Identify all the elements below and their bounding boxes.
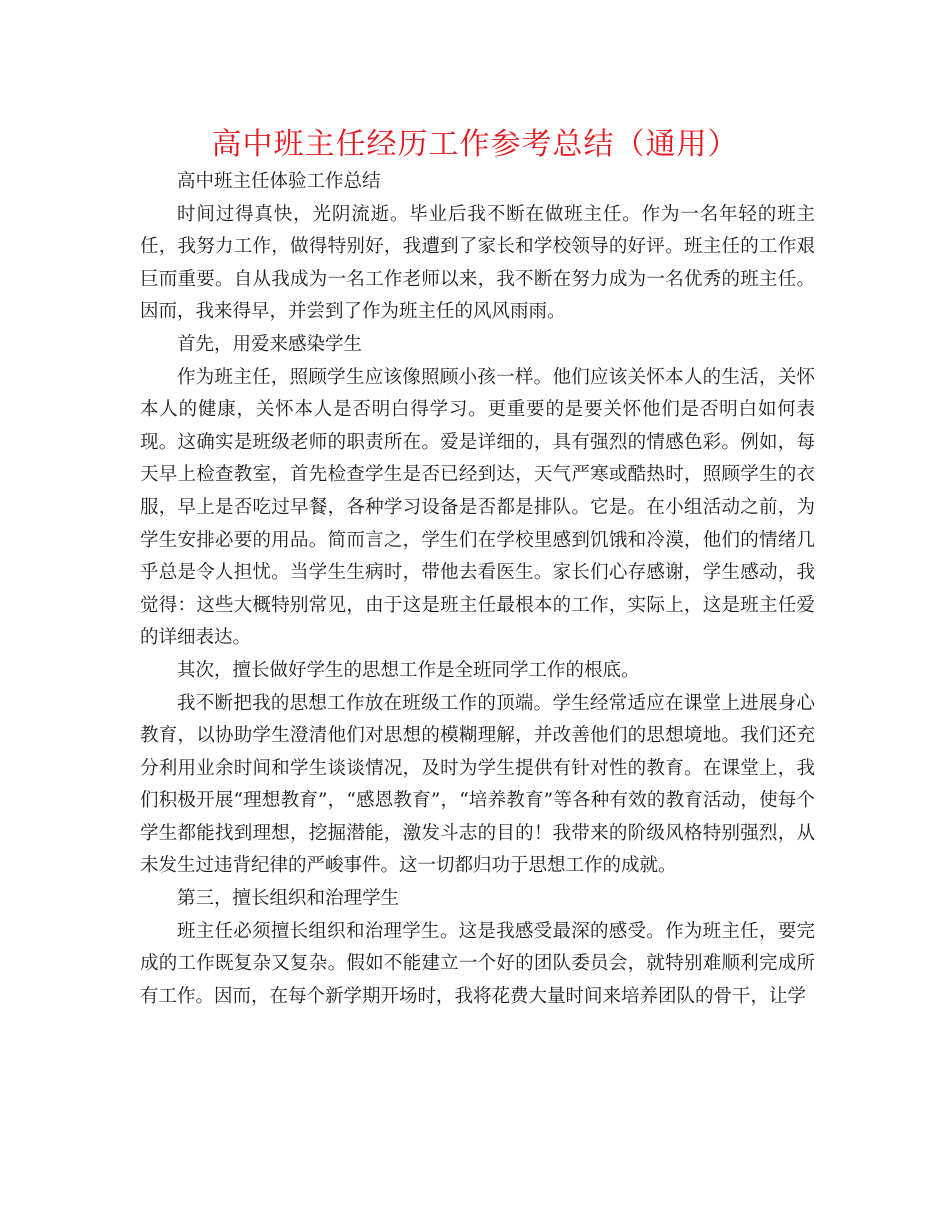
section-heading-first: 首先，用爱来感染学生	[177, 333, 363, 355]
document-title: 高中班主任经历工作参考总结（通用）	[211, 127, 739, 162]
document-body	[140, 166, 815, 1013]
section-heading-third: 第三，擅长组织和治理学生	[177, 888, 400, 910]
section-subtitle: 高中班主任体验工作总结	[177, 171, 381, 192]
paragraph-first: 作为班主任，照顾学生应该像照顾小孩一样。他们应该关怀本人的生活，关怀本人的健康，关怀本人是否明白得学习。更重要的是要关怀他们是否明白如何表现。这确实是班级老师的职责所在。爱是详细的，具有强烈的情感色彩。例如，每天早上检查教室，首先检查学生是否已经到达，天气严寒或酷热时，照顾学生的衣服，早上是否吃过早餐，各种学习设备是否都是排队。它是。在小组活动之前，为学生安排必要的用品。简而言之，学生们在学校里感到饥饿和冷漠，他们的情绪几乎总是令人担忧。当学生生病时，带他去看医生。家长们心存感谢，学生感动，我觉得：这些大概特别常见，由于这是班主任最根本的工作，实际上，这是班主任爱的详细表达。	[140, 366, 815, 649]
paragraph-intro: 时间过得真快，光阴流逝。毕业后我不断在做班主任。作为一名年轻的班主任，我努力工作，做得特别好，我遭到了家长和学校领导的好评。班主任的工作艰巨而重要。自从我成为一名工作老师以来，我不断在努力成为一名优秀的班主任。因而，我来得早，并尝到了作为班主任的风风雨雨。	[140, 203, 815, 323]
section-heading-second: 其次，擅长做好学生的思想工作是全班同学工作的根底。	[177, 659, 640, 681]
paragraph-second: 我不断把我的思想工作放在班级工作的顶端。学生经常适应在课堂上进展身心教育，以协助学生澄清他们对思想的模糊理解，并改善他们的思想境地。我们还充分利用业余时间和学生谈谈情况，及时为学生提供有针对性的教育。在课堂上，我们积极开展“理想教育”，“感恩教育”，“培养教育”等各种有效的教育活动，使每个学生都能找到理想，挖掘潜能，激发斗志的目的！我带来的阶级风格特别强烈，从未发生过违背纪律的严峻事件。这一切都归功于思想工作的成就。	[140, 692, 815, 877]
paragraph-third: 班主任必须擅长组织和治理学生。这是我感受最深的感受。作为班主任，要完成的工作既复杂又复杂。假如不能建立一个好的团队委员会，就特别难顺利完成所有工作。因而，在每个新学期开场时，我将花费大量时间来培养团队的骨干，让学	[140, 920, 815, 1007]
